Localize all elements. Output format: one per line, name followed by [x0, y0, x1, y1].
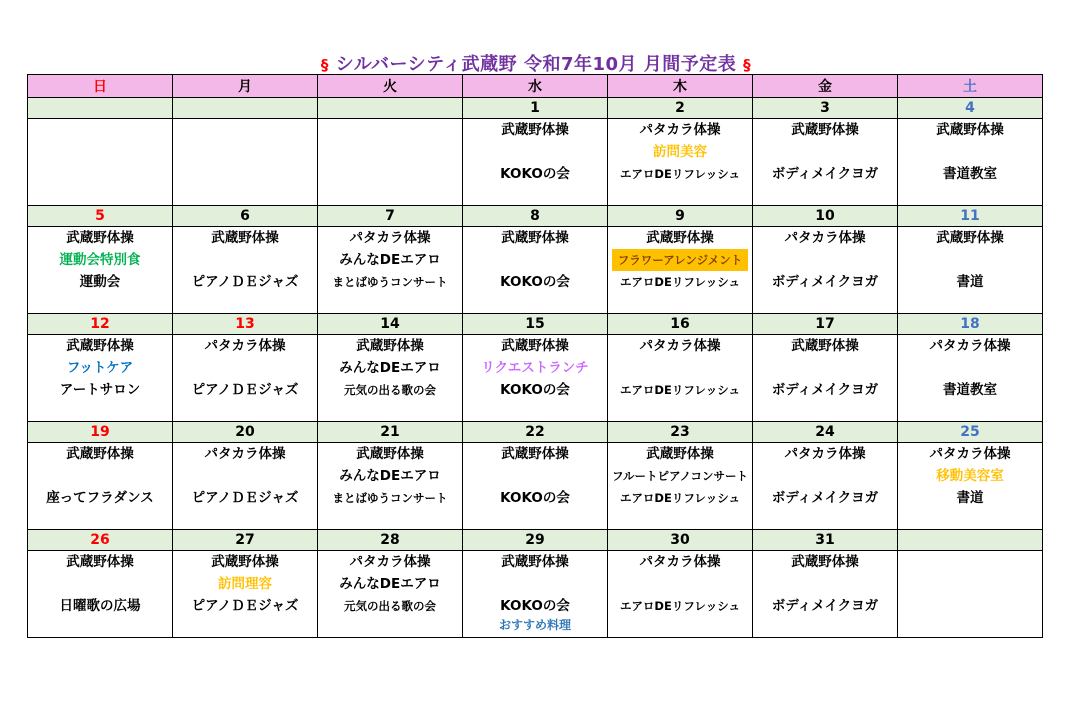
day-cell: [28, 443, 173, 530]
activity-item: みんなDEエアロ: [339, 576, 441, 592]
activity-item: パタカラ体操: [349, 554, 431, 570]
day-cell: [753, 551, 898, 638]
activity-item: 武蔵野体操: [66, 446, 134, 462]
date-row: [28, 530, 1043, 551]
date-cell: 24: [753, 422, 898, 443]
activity-item: 書道: [956, 490, 984, 506]
date-cell: 11: [898, 206, 1043, 227]
day-cell: [318, 119, 463, 206]
weekday-friday: 金: [753, 75, 898, 98]
day-cell: [463, 119, 608, 206]
date-cell: [318, 98, 463, 119]
date-cell: 29: [463, 530, 608, 551]
activity-item: 武蔵野体操: [356, 338, 424, 354]
activity-row: [28, 227, 1043, 314]
activity-item: 武蔵野体操: [501, 122, 569, 138]
activity-item: みんなDEエアロ: [339, 468, 441, 484]
activity-row: [28, 443, 1043, 530]
activity-item: 日曜歌の広場: [59, 598, 141, 614]
day-cell: [173, 119, 318, 206]
activity-item: 元気の出る歌の会: [344, 599, 436, 613]
day-cell: [28, 119, 173, 206]
activity-item: パタカラ体操: [784, 446, 866, 462]
activity-item: パタカラ体操: [349, 230, 431, 246]
activity-item: 運動会特別食: [59, 252, 141, 268]
date-cell: 22: [463, 422, 608, 443]
activity-item: KOKOの会: [500, 598, 570, 614]
activity-item: ボディメイクヨガ: [771, 274, 879, 290]
activity-item: おすすめ料理: [498, 618, 572, 632]
day-cell: [318, 335, 463, 422]
date-cell: [898, 530, 1043, 551]
activity-item: 訪問美容: [653, 144, 707, 160]
activity-item: ボディメイクヨガ: [771, 382, 879, 398]
activity-item: 書道教室: [943, 166, 997, 182]
activity-item: ピアノＤＥジャズ: [191, 598, 299, 614]
date-cell: 7: [318, 206, 463, 227]
activity-item: 武蔵野体操: [936, 122, 1004, 138]
date-row: [28, 98, 1043, 119]
day-cell: [463, 335, 608, 422]
day-cell: [753, 227, 898, 314]
activity-item: ボディメイクヨガ: [771, 598, 879, 614]
date-cell: 2: [608, 98, 753, 119]
activity-item: パタカラ体操: [929, 338, 1011, 354]
date-row: [28, 422, 1043, 443]
activity-row: [28, 119, 1043, 206]
activity-item: KOKOの会: [500, 166, 570, 182]
weekday-wednesday: 水: [463, 75, 608, 98]
day-cell: [753, 335, 898, 422]
day-cell: [898, 119, 1043, 206]
date-row: [28, 206, 1043, 227]
activity-item: まとばゆうコンサート: [332, 491, 448, 505]
page-title: [0, 50, 1072, 76]
activity-item: 武蔵野体操: [791, 554, 859, 570]
date-cell: 19: [28, 422, 173, 443]
date-cell: 15: [463, 314, 608, 335]
date-cell: 3: [753, 98, 898, 119]
activity-item: 武蔵野体操: [66, 230, 134, 246]
activity-item: 武蔵野体操: [66, 338, 134, 354]
day-cell: [173, 335, 318, 422]
activity-item: エアロDEリフレッシュ: [619, 383, 741, 397]
day-cell: [173, 551, 318, 638]
activity-item: 移動美容室: [936, 468, 1004, 484]
activity-item: パタカラ体操: [639, 554, 721, 570]
activity-item: 武蔵野体操: [791, 338, 859, 354]
day-cell: [28, 227, 173, 314]
day-cell: [608, 551, 753, 638]
activity-item: パタカラ体操: [639, 338, 721, 354]
date-cell: 26: [28, 530, 173, 551]
activity-item: 元気の出る歌の会: [344, 383, 436, 397]
weekday-monday: 月: [173, 75, 318, 98]
date-cell: 6: [173, 206, 318, 227]
activity-item: KOKOの会: [500, 274, 570, 290]
activity-item: エアロDEリフレッシュ: [619, 599, 741, 613]
day-cell: [898, 335, 1043, 422]
date-cell: 14: [318, 314, 463, 335]
activity-item: 武蔵野体操: [211, 230, 279, 246]
date-cell: 10: [753, 206, 898, 227]
activity-item: 武蔵野体操: [66, 554, 134, 570]
activity-item: ピアノＤＥジャズ: [191, 382, 299, 398]
day-cell: [28, 551, 173, 638]
activity-item: アートサロン: [59, 382, 141, 398]
day-cell: [753, 443, 898, 530]
activity-item: ボディメイクヨガ: [771, 490, 879, 506]
weekday-sunday: 日: [28, 75, 173, 98]
day-cell: [898, 551, 1043, 638]
day-cell: [608, 335, 753, 422]
weekday-header-row: [28, 75, 1043, 98]
activity-item: パタカラ体操: [204, 338, 286, 354]
activity-item: みんなDEエアロ: [339, 252, 441, 268]
date-cell: 25: [898, 422, 1043, 443]
date-cell: 28: [318, 530, 463, 551]
date-cell: 13: [173, 314, 318, 335]
date-cell: 21: [318, 422, 463, 443]
date-cell: 30: [608, 530, 753, 551]
day-cell: [753, 119, 898, 206]
activity-item: フットケア: [66, 360, 134, 376]
date-cell: 31: [753, 530, 898, 551]
weekday-thursday: 木: [608, 75, 753, 98]
date-cell: 4: [898, 98, 1043, 119]
date-cell: 8: [463, 206, 608, 227]
date-row: [28, 314, 1043, 335]
date-cell: 17: [753, 314, 898, 335]
day-cell: [173, 227, 318, 314]
title-text: シルバーシティ武蔵野 令和7年10月 月間予定表: [335, 54, 737, 75]
activity-item: 武蔵野体操: [501, 338, 569, 354]
date-cell: 27: [173, 530, 318, 551]
date-cell: 23: [608, 422, 753, 443]
section-mark: §: [320, 56, 329, 74]
day-cell: [318, 551, 463, 638]
activity-row: [28, 551, 1043, 638]
date-cell: 18: [898, 314, 1043, 335]
activity-item: エアロDEリフレッシュ: [619, 167, 741, 181]
date-cell: 20: [173, 422, 318, 443]
activity-item: 武蔵野体操: [356, 446, 424, 462]
day-cell: [463, 227, 608, 314]
activity-item: パタカラ体操: [204, 446, 286, 462]
day-cell: [173, 443, 318, 530]
day-cell: [28, 335, 173, 422]
weekday-tuesday: 火: [318, 75, 463, 98]
activity-item: 書道教室: [943, 382, 997, 398]
activity-item: KOKOの会: [500, 490, 570, 506]
activity-item: みんなDEエアロ: [339, 360, 441, 376]
day-cell: [318, 443, 463, 530]
day-cell: [608, 227, 753, 314]
date-cell: [28, 98, 173, 119]
activity-item: 武蔵野体操: [501, 446, 569, 462]
highlighted-activity: フラワーアレンジメント: [612, 249, 749, 271]
activity-item: 武蔵野体操: [936, 230, 1004, 246]
calendar-table: [27, 74, 1043, 638]
date-cell: 1: [463, 98, 608, 119]
activity-item: 運動会: [79, 274, 121, 290]
activity-item: KOKOの会: [500, 382, 570, 398]
day-cell: [463, 551, 608, 638]
date-cell: 9: [608, 206, 753, 227]
activity-item: まとばゆうコンサート: [332, 275, 448, 289]
activity-item: パタカラ体操: [929, 446, 1011, 462]
day-cell: [318, 227, 463, 314]
activity-item: 武蔵野体操: [646, 446, 714, 462]
day-cell: [898, 443, 1043, 530]
date-cell: 5: [28, 206, 173, 227]
activity-item: 座ってフラダンス: [46, 490, 154, 506]
activity-item: 武蔵野体操: [501, 554, 569, 570]
activity-item: エアロDEリフレッシュ: [619, 275, 741, 289]
activity-item: 訪問理容: [218, 576, 272, 592]
section-mark: §: [743, 56, 752, 74]
activity-item: エアロDEリフレッシュ: [619, 491, 741, 505]
activity-item: 武蔵野体操: [791, 122, 859, 138]
date-cell: 16: [608, 314, 753, 335]
activity-item: パタカラ体操: [639, 122, 721, 138]
activity-row: [28, 335, 1043, 422]
activity-item: フルートピアノコンサート: [611, 469, 749, 483]
day-cell: [898, 227, 1043, 314]
activity-item: リクエストランチ: [481, 360, 589, 376]
weekday-saturday: 土: [898, 75, 1043, 98]
date-cell: 12: [28, 314, 173, 335]
day-cell: [463, 443, 608, 530]
activity-item: 書道: [956, 274, 984, 290]
date-cell: [173, 98, 318, 119]
activity-item: ボディメイクヨガ: [771, 166, 879, 182]
activity-item: ピアノＤＥジャズ: [191, 274, 299, 290]
activity-item: パタカラ体操: [784, 230, 866, 246]
day-cell: [608, 119, 753, 206]
activity-item: 武蔵野体操: [646, 230, 714, 246]
activity-item: 武蔵野体操: [211, 554, 279, 570]
activity-item: ピアノＤＥジャズ: [191, 490, 299, 506]
activity-item: 武蔵野体操: [501, 230, 569, 246]
day-cell: [608, 443, 753, 530]
